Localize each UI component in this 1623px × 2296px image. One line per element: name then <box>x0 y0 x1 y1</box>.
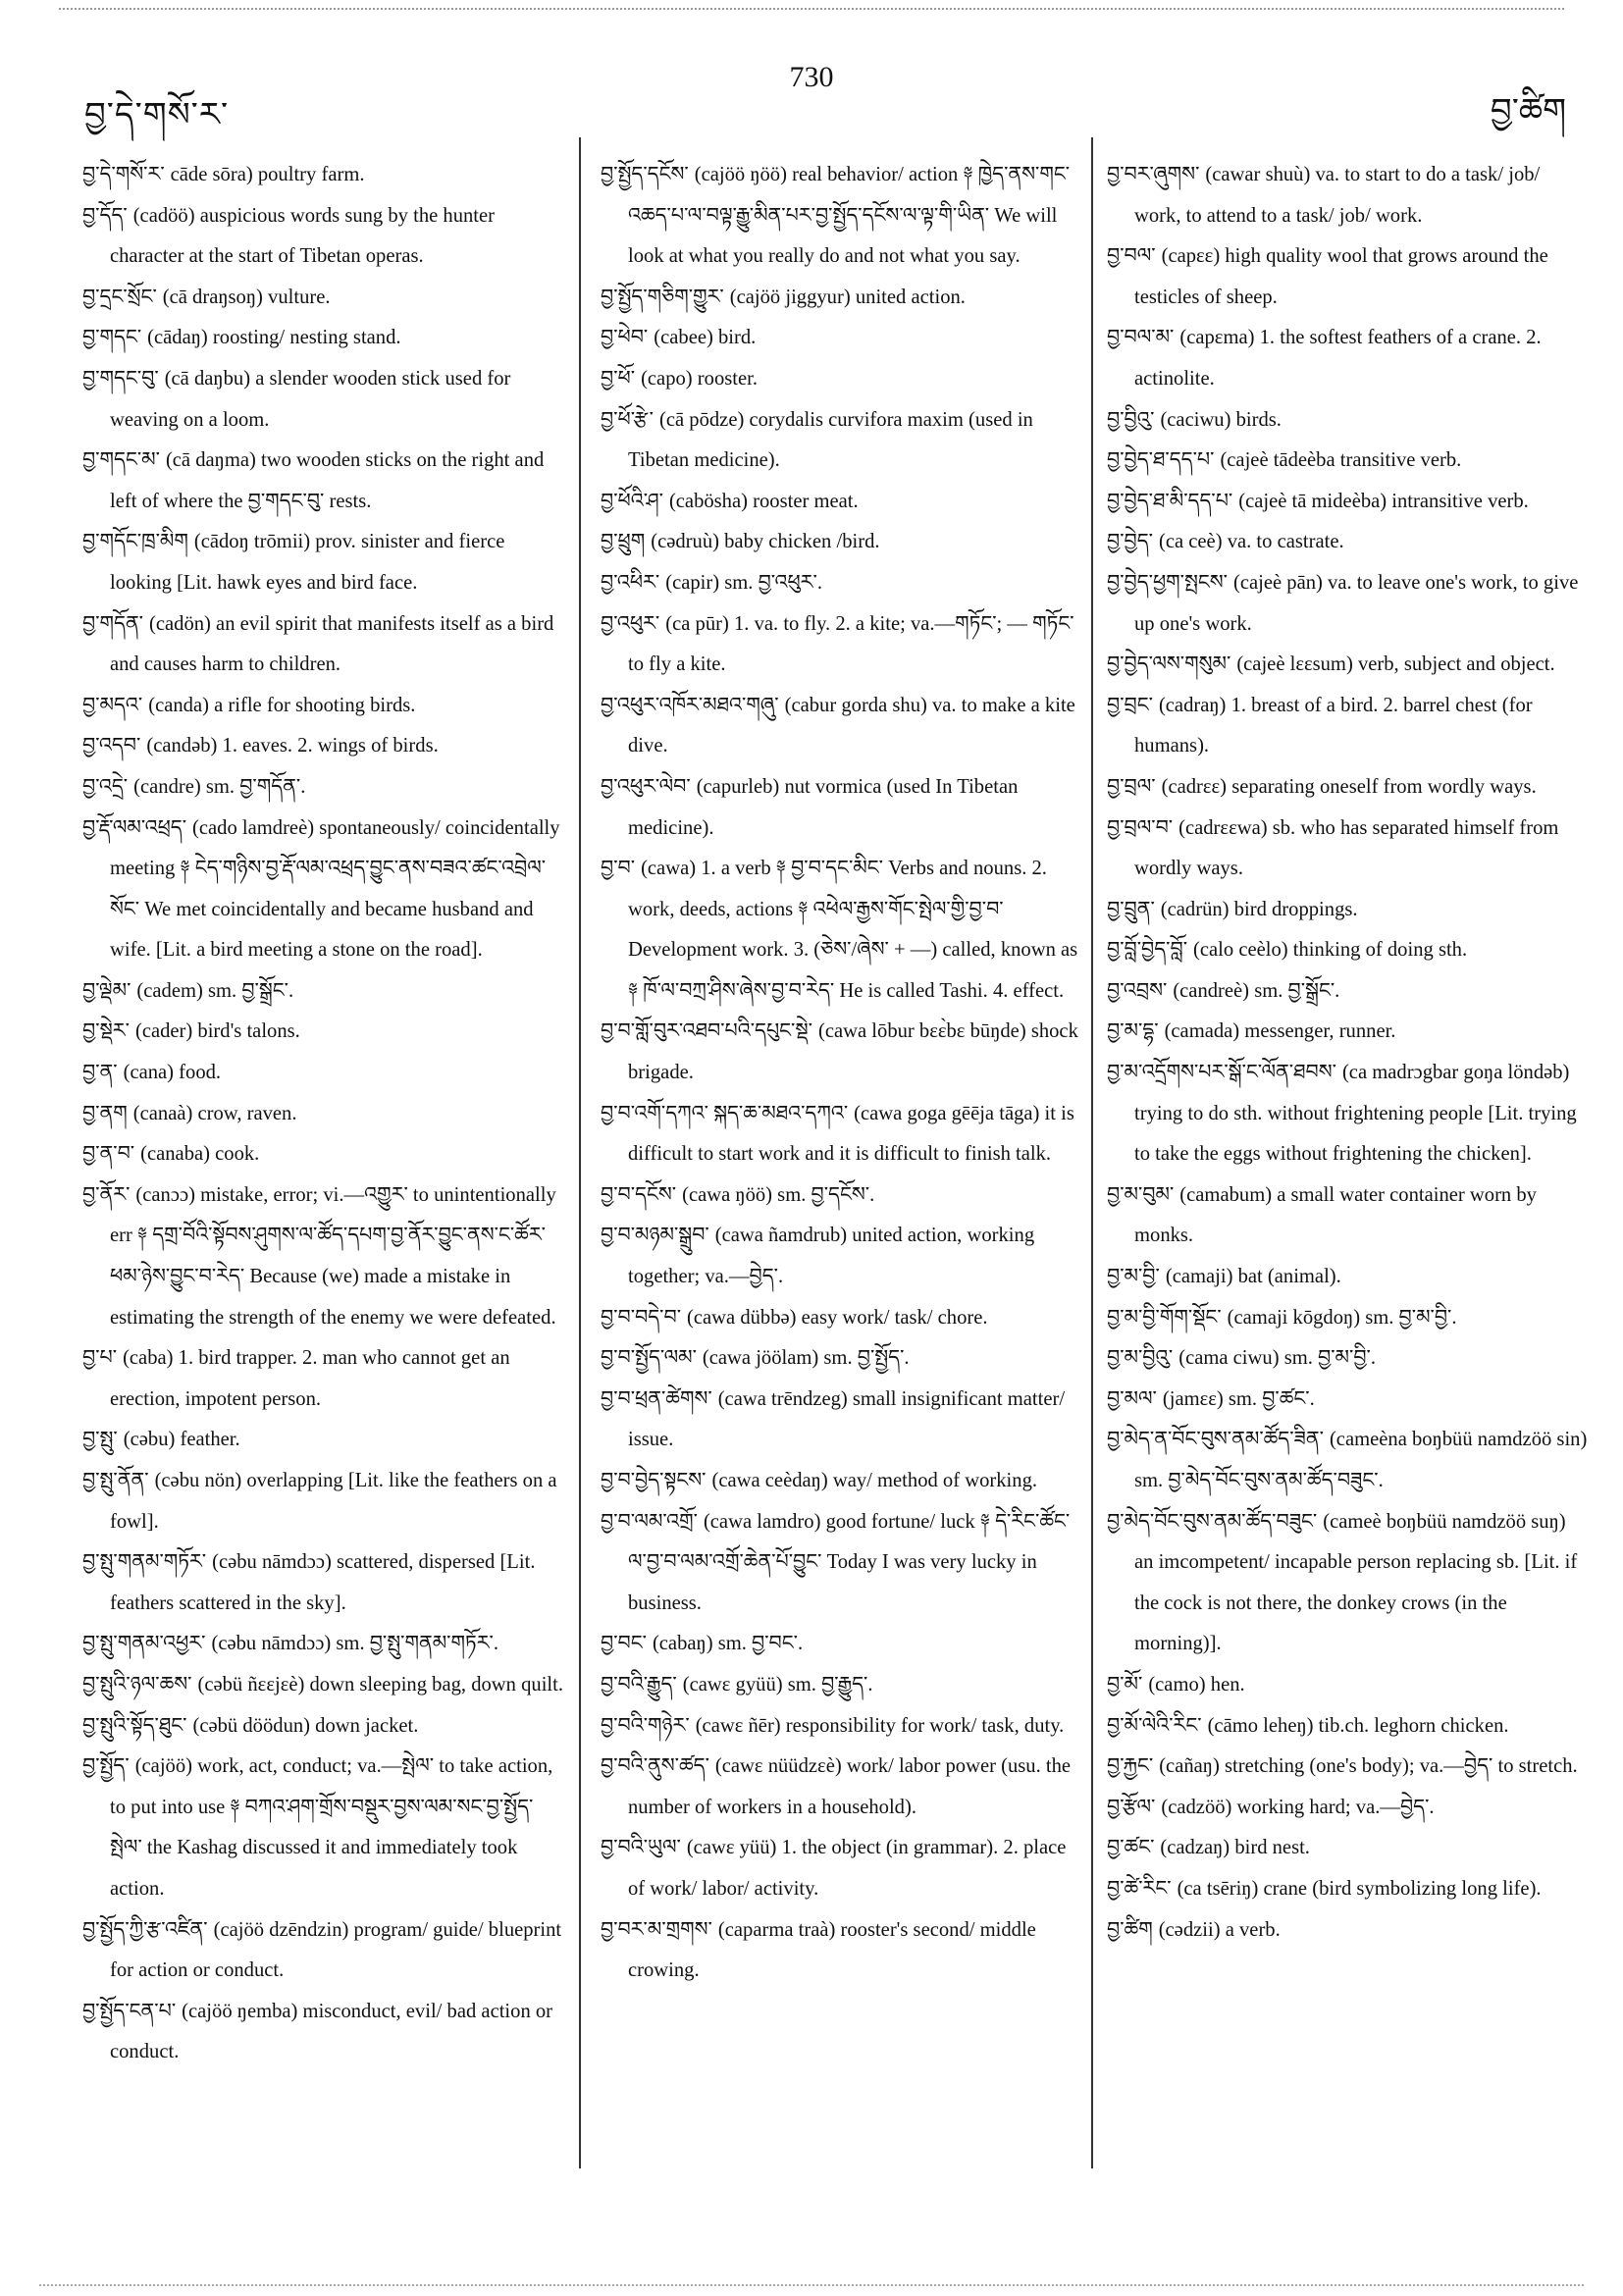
entry-definition: (cādoŋ trōmii) prov. sinister and fierce looking [Lit. hawk eyes and bird face. <box>110 531 505 594</box>
dictionary-entry <box>1107 1053 1588 1175</box>
entry-headword: བྱ་དྲང་སྲོང་ <box>82 286 157 308</box>
entry-headword: བྱ་འཕུར་ <box>601 612 660 635</box>
entry-definition: (jamɛɛ) sm. བྱ་ཚང་. <box>1162 1387 1315 1410</box>
entry-definition: (cajöö ŋöö) real behavior/ action ༈ ཁྱེད་ནས་གང་འཆད་པ་ལ་བལྟ་རྒྱུ་མིན་པར་བྱ་སྤྱོད་དངོས་ལ་ལྟ་གི་ཡིན་ We will look at what you really do and not what you say. <box>628 164 1071 268</box>
entry-headword: བྱ་བ་ལམ་འགྲོ་ <box>601 1510 698 1533</box>
entry-definition: (cədruù) baby chicken /bird. <box>651 531 880 553</box>
entry-definition: (cadrɛɛwa) sb. who has separated himself from wordly ways. <box>1134 816 1559 880</box>
entry-definition: (camaji kōgdoŋ) sm. བྱ་མ་བྱི་. <box>1227 1306 1457 1329</box>
entry-definition: (cawa ceèdaŋ) way/ method of working. <box>711 1470 1038 1491</box>
dictionary-entry <box>82 1053 565 1094</box>
entry-headword: བྱ་བ་ཕྲན་ཚེགས་ <box>601 1387 712 1410</box>
entry-definition: (cəbü döödun) down jacket. <box>192 1714 419 1737</box>
entry-definition: (capir) sm. བྱ་འཕུར་. <box>665 571 822 594</box>
entry-headword: བྱ་བལ་མ་ <box>1107 327 1175 349</box>
entry-headword: བྱ་བྱེད་ཕྱག་སྤངས་ <box>1107 571 1229 594</box>
entry-definition: (cəbu nāmdɔɔ) scattered, dispersed [Lit. feathers scattered in the sky]. <box>110 1551 536 1614</box>
entry-definition: (canaba) cook. <box>140 1143 260 1166</box>
entry-headword: བྱ་བང་ <box>601 1633 647 1655</box>
entry-headword: བྱ་སྡེར་ <box>82 1020 130 1043</box>
dictionary-entry <box>82 1706 565 1748</box>
entry-definition: (cadzaŋ) bird nest. <box>1160 1837 1310 1859</box>
dictionary-entry <box>82 604 565 686</box>
entry-headword: བྱ་བྲང་ <box>1107 694 1153 716</box>
guide-word-right: བྱ་ཚིག <box>1490 93 1566 130</box>
entry-headword: བྱ་དེ་གསོ་ར་ <box>82 164 165 185</box>
entry-headword: བྱ་འབྲས་ <box>1107 979 1168 1002</box>
entry-definition: (cajöö ŋemba) misconduct, evil/ bad action or conduct. <box>110 2000 553 2063</box>
entry-headword: བྱ་རྐྱང་ <box>1107 1755 1154 1778</box>
entry-definition: (cā daŋbu) a slender wooden stick used for weaving on a loom. <box>110 367 511 431</box>
dictionary-entry <box>82 1175 565 1338</box>
entry-headword: བྱ་བའི་གཉེར་ <box>601 1714 690 1737</box>
entry-definition: (cajeè pān) va. to leave one's work, to give up one's work. <box>1134 571 1579 635</box>
entry-definition: (cā draŋsoŋ) vulture. <box>162 286 331 308</box>
entry-headword: བྱ་ཕོའི་ཤ་ <box>601 490 663 512</box>
dictionary-entry <box>601 1502 1083 1625</box>
dictionary-entry <box>601 1706 1083 1748</box>
entry-definition: (calo ceèlo) thinking of doing sth. <box>1193 939 1468 962</box>
entry-definition: (caciwu) birds. <box>1160 408 1282 431</box>
entry-headword: བྱ་བར་ཞུགས་ <box>1107 164 1200 185</box>
dictionary-entry <box>1107 522 1588 563</box>
entry-definition: (cāmo leheŋ) tib.ch. leghorn chicken. <box>1207 1714 1509 1737</box>
dictionary-entry <box>1107 890 1588 931</box>
entry-definition: (cawa goga gēēja tāga) it is difficult to start work and it is difficult to finish talk. <box>628 1102 1074 1166</box>
entry-headword: བྱ་མ་འདྲོགས་པར་སྒོ་ང་ལོན་ཐབས་ <box>1107 1062 1336 1084</box>
scan-edge-bottom <box>39 2284 1584 2286</box>
dictionary-entry <box>601 1624 1083 1665</box>
entry-definition: (cəbü ñɛɛjɛè) down sleeping bag, down quilt. <box>197 1673 564 1696</box>
entry-definition: (cameè boŋbüü namdzöö suŋ) an imcompetent/ incapable person replacing sb. [Lit. if the cock is not there, the donkey crows (in the morning)]. <box>1134 1510 1578 1655</box>
entry-definition: (capɛma) 1. the softest feathers of a crane. 2. actinolite. <box>1134 327 1542 390</box>
entry-headword: བྱ་གདང་མ་ <box>82 449 160 472</box>
entry-headword: བྱ་སྤྱོད་ <box>82 1755 130 1778</box>
dictionary-column-1 <box>82 155 565 2176</box>
entry-definition: (cadrün) bird droppings. <box>1160 898 1358 920</box>
entry-headword: བྱ་བ་དངོས་ <box>601 1183 677 1206</box>
entry-definition: (cəbu nön) overlapping [Lit. like the feathers on a fowl]. <box>110 1470 557 1533</box>
entry-headword: བྱ་མ་བྱིའུ་ <box>1107 1347 1174 1370</box>
dictionary-entry <box>1107 1910 1588 1952</box>
entry-headword: བྱ་བློ་བྱེད་བློ་ <box>1107 939 1188 962</box>
page-number: 730 <box>789 61 834 93</box>
dictionary-entry <box>1107 767 1588 809</box>
dictionary-entry <box>1107 155 1588 236</box>
entry-definition: (cana) food. <box>123 1062 222 1084</box>
entry-definition: (capurleb) nut vormica (used In Tibetan medicine). <box>628 775 1019 839</box>
entry-definition: (cadraŋ) 1. breast of a bird. 2. barrel chest (for humans). <box>1134 694 1533 757</box>
dictionary-entry <box>1107 563 1588 645</box>
dictionary-entry <box>601 563 1083 604</box>
entry-headword: བྱ་སྤུ་གནམ་གཏོར་ <box>82 1551 207 1574</box>
entry-definition: cāde sōra) poultry farm. <box>170 164 365 185</box>
entry-definition: (ca tsēriŋ) crane (bird symbolizing long life). <box>1177 1877 1542 1900</box>
entry-definition: (ca ceè) va. to castrate. <box>1158 531 1344 553</box>
entry-definition: (cawɛ yüü) 1. the object (in grammar). 2. place of work/ labor/ activity. <box>628 1837 1067 1900</box>
entry-headword: བྱ་མ་དྷ་ <box>1107 1020 1159 1043</box>
entry-headword: བྱ་མེད་བོང་བུས་ནམ་ཚོད་བཟུང་ <box>1107 1510 1318 1533</box>
scan-edge-top <box>59 8 1564 10</box>
entry-headword: བྱ་བའི་ནུས་ཚད་ <box>601 1755 709 1778</box>
entry-headword: བྱ་བྲལ་ <box>1107 775 1156 798</box>
dictionary-entry <box>601 604 1083 686</box>
entry-headword: བྱ་བྱིའུ་ <box>1107 408 1155 431</box>
entry-headword: བྱ་ནག <box>82 1102 128 1124</box>
dictionary-entry <box>601 155 1083 278</box>
entry-headword: བྱ་འཕིར་ <box>601 571 660 594</box>
entry-headword: བྱ་འདྲེ་ <box>82 775 129 798</box>
entry-definition: (cabur gorda shu) va. to make a kite dive. <box>628 694 1075 757</box>
entry-definition: (cader) bird's talons. <box>134 1020 300 1043</box>
dictionary-body <box>0 155 1623 2176</box>
dictionary-entry <box>601 318 1083 359</box>
entry-headword: བྱ་རྩོལ་ <box>1107 1796 1156 1818</box>
entry-definition: (camo) hen. <box>1148 1673 1245 1696</box>
entry-headword: བྱ་བ་བྱེད་སྟངས་ <box>601 1470 707 1491</box>
entry-definition: (camaji) bat (animal). <box>1165 1266 1341 1288</box>
dictionary-entry <box>1107 236 1588 318</box>
dictionary-column-2 <box>601 155 1083 2176</box>
entry-headword: བྱ་ཚང་ <box>1107 1837 1155 1859</box>
entry-definition: (cajeè lɛɛsum) verb, subject and object. <box>1236 653 1555 676</box>
entry-definition: (capo) rooster. <box>641 367 758 390</box>
entry-definition: (candəb) 1. eaves. 2. wings of birds. <box>146 735 439 757</box>
entry-definition: (caparma traà) rooster's second/ middle crowing. <box>628 1918 1036 1982</box>
dictionary-entry <box>601 522 1083 563</box>
entry-definition: (cā pōdze) corydalis curvifora maxim (used in Tibetan medicine). <box>628 408 1033 472</box>
entry-headword: བྱ་འཕུར་ལེབ་ <box>601 775 691 798</box>
dictionary-entry <box>82 1910 565 1992</box>
dictionary-entry <box>601 1216 1083 1297</box>
entry-headword: བྱ་དོད་ <box>82 204 128 227</box>
dictionary-entry <box>1107 971 1588 1013</box>
guide-word-left: བྱ་དེ་གསོ་ར་ <box>84 97 230 133</box>
dictionary-entry <box>601 400 1083 482</box>
entry-definition: (cama ciwu) sm. བྱ་མ་བྱི་. <box>1178 1347 1377 1370</box>
entry-definition: (cajöö jiggyur) united action. <box>729 286 966 308</box>
dictionary-column-3 <box>1107 155 1588 2176</box>
entry-headword: བྱ་བ་བདེ་བ་ <box>601 1306 682 1329</box>
entry-headword: བྱ་མེད་ན་བོང་བུས་ནམ་ཚོད་ཟིན་ <box>1107 1429 1324 1451</box>
dictionary-entry <box>601 359 1083 400</box>
entry-headword: བྱ་མ་བྱི་གོག་སྡོང་ <box>1107 1306 1222 1329</box>
entry-definition: (canɔɔ) mistake, error; vi.—འགྱུར་ to unintentionally err ༈ དགྲ་བོའི་སྟོབས་ཤུགས་ལ་ཚོད་དཔག་བྱ་ནོར་བྱུང་ནས་ང་ཚོར་ཕམ་ཉེས་བྱུང་བ་རེད་ Because (we) made a mistake in estimating the strength of the enemy we were defeated. <box>110 1183 556 1329</box>
entry-headword: བྱ་སྤུའི་ཉལ་ཆས་ <box>82 1673 192 1696</box>
entry-headword: བྱ་ན་ <box>82 1062 118 1084</box>
entry-headword: བྱ་བ་མཉམ་སྒྲུབ་ <box>601 1225 709 1247</box>
entry-definition: (cadön) an evil spirit that manifests itself as a bird and causes harm to children. <box>110 612 554 676</box>
entry-headword: བྱ་འཕུར་འཁོར་མཐའ་གཞུ་ <box>601 694 779 716</box>
entry-headword: བྱ་སྤུ་ <box>82 1429 118 1451</box>
dictionary-entry <box>1107 809 1588 890</box>
entry-headword: བྱ་གདང་ <box>82 327 142 349</box>
entry-headword: བྱ་མ་བྱི་ <box>1107 1266 1160 1288</box>
entry-headword: བྱ་བྱེད་ཐ་མི་དད་པ་ <box>1107 490 1233 512</box>
entry-headword: བྱ་མདའ་ <box>82 694 143 716</box>
entry-definition: (cabee) bird. <box>654 327 757 349</box>
entry-headword: བྱ་གདང་བུ་ <box>82 367 159 390</box>
dictionary-entry <box>1107 400 1588 442</box>
entry-headword: བྱ་བྱེད་ལས་གསུམ་ <box>1107 653 1231 676</box>
entry-headword: བྱ་བ་སྤྱོད་ལམ་ <box>601 1347 697 1370</box>
dictionary-entry <box>601 482 1083 523</box>
dictionary-entry <box>1107 441 1588 482</box>
entry-definition: (cawa dübbə) easy work/ task/ chore. <box>687 1306 988 1329</box>
entry-definition: (cawa) 1. a verb ༈ བྱ་བ་དང་མིང་ Verbs and nouns. 2. work, deeds, actions ༈ འཕེལ་རྒྱས་གོང་སྤེལ་གྱི་བྱ་བ་ Development work. 3. (ཅེས་/ཞེས་ + —) called, known as ༈ ཁོ་ལ་བཀྲ་ཤིས་ཞེས་བྱ་བ་རེད་ He is called Tashi. 4. effect. <box>628 858 1078 1002</box>
entry-headword: བྱ་པ་ <box>82 1347 118 1370</box>
dictionary-entry <box>82 522 565 603</box>
dictionary-entry <box>1107 1012 1588 1053</box>
entry-headword: བྱ་ལྡེམ་ <box>82 979 131 1002</box>
entry-definition: (canaà) crow, raven. <box>132 1102 297 1124</box>
entry-headword: བྱ་བར་མ་གྲགས་ <box>601 1918 712 1941</box>
dictionary-entry <box>1107 1298 1588 1339</box>
dictionary-entry <box>82 1094 565 1135</box>
dictionary-entry <box>82 1338 565 1420</box>
entry-headword: བྱ་སྤུའི་སྟོད་ཐུང་ <box>82 1714 187 1737</box>
dictionary-entry <box>601 278 1083 319</box>
entry-headword: བྱ་སྤུ་ནོན་ <box>82 1470 149 1491</box>
entry-headword: བྱ་མ་བུམ་ <box>1107 1183 1175 1206</box>
entry-definition: (cawa ñamdrub) united action, working together; va.—བྱེད་. <box>628 1225 1035 1288</box>
entry-definition: (candreè) sm. བྱ་སྒྲོང་. <box>1173 979 1340 1002</box>
dictionary-entry <box>1107 1788 1588 1829</box>
dictionary-entry <box>82 1992 565 2073</box>
dictionary-entry <box>601 1910 1083 1992</box>
dictionary-entry <box>82 1134 565 1175</box>
entry-definition: (cawa ŋöö) sm. བྱ་དངོས་. <box>682 1183 875 1206</box>
entry-definition: (cawɛ ñēr) responsibility for work/ task, duty. <box>695 1714 1065 1737</box>
entry-definition: (cañaŋ) stretching (one's body); va.—བྱེད་ to stretch. <box>1159 1755 1578 1778</box>
entry-definition: (cawɛ nüüdzɛè) work/ labor power (usu. the number of workers in a household). <box>628 1755 1072 1818</box>
dictionary-entry <box>601 686 1083 767</box>
entry-headword: བྱ་བྱེད་ཐ་དད་པ་ <box>1107 449 1215 472</box>
entry-definition: (cawa lamdro) good fortune/ luck ༈ དེ་རིང་ཚོང་ལ་བྱ་བ་ལམ་འགྲོ་ཆེན་པོ་བྱུང་ Today I was very lucky in business. <box>628 1510 1071 1614</box>
entry-headword: བྱ་བྲུན་ <box>1107 898 1155 920</box>
dictionary-entry <box>82 1665 565 1706</box>
entry-definition: (cədzii) a verb. <box>1158 1918 1281 1941</box>
entry-definition: (cadrɛɛ) separating oneself from wordly ways. <box>1161 775 1537 798</box>
dictionary-entry <box>1107 1869 1588 1910</box>
entry-headword: བྱ་ནོར་ <box>82 1183 131 1206</box>
entry-headword: བྱ་སྤྱོད་ཀྱི་རྩ་འཛིན་ <box>82 1918 208 1941</box>
dictionary-entry <box>1107 1828 1588 1869</box>
dictionary-entry <box>82 359 565 441</box>
entry-definition: (cadem) sm. བྱ་སྒྲོང་. <box>136 979 294 1002</box>
entry-headword: བྱ་བ་གློ་བུར་འཐབ་པའི་དཔུང་སྡེ་ <box>601 1020 812 1043</box>
entry-definition: (cādaŋ) roosting/ nesting stand. <box>147 327 401 349</box>
entry-definition: (ca madrɔgbar goŋa löndəb) trying to do sth. without frightening people [Lit. trying to take the eggs without frightening the chicken]. <box>1134 1062 1577 1166</box>
entry-headword: བྱ་བལ་ <box>1107 245 1156 268</box>
dictionary-entry <box>82 767 565 809</box>
entry-definition: (cameèna boŋbüü namdzöö sin) sm. བྱ་མེད་བོང་བུས་ནམ་ཚོད་བཟུང་. <box>1134 1429 1588 1491</box>
entry-definition: (camada) messenger, runner. <box>1164 1020 1396 1043</box>
entry-headword: བྱ་གདོང་ཁྲ་མིག <box>82 531 188 553</box>
dictionary-entry <box>1107 1257 1588 1298</box>
entry-definition: (canda) a rifle for shooting birds. <box>148 694 416 716</box>
entry-headword: བྱ་བ་འགོ་དཀའ་ སྐད་ཆ་མཐའ་དཀའ་ <box>601 1102 849 1124</box>
entry-definition: (cadzöö) working hard; va.—བྱེད་. <box>1161 1796 1435 1818</box>
dictionary-entry <box>82 1012 565 1053</box>
dictionary-entry <box>1107 1380 1588 1421</box>
dictionary-entry <box>82 971 565 1013</box>
entry-definition: (cadöö) auspicious words sung by the hunter character at the start of Tibetan operas. <box>110 204 496 268</box>
entry-headword: བྱ་བའི་ཡུལ་ <box>601 1837 681 1859</box>
dictionary-entry <box>601 1094 1083 1175</box>
entry-definition: (cəbu nāmdɔɔ) sm. བྱ་སྤུ་གནམ་གཏོར་. <box>211 1633 498 1655</box>
entry-definition: (cawa jöölam) sm. བྱ་སྤྱོད་. <box>702 1347 910 1370</box>
entry-headword: བྱ་ཕེབ་ <box>601 327 649 349</box>
dictionary-entry <box>82 1420 565 1461</box>
entry-definition: (candre) sm. བྱ་གདོན་. <box>133 775 306 798</box>
dictionary-entry <box>1107 1502 1588 1665</box>
dictionary-entry <box>82 1542 565 1624</box>
dictionary-entry <box>601 1461 1083 1502</box>
entry-headword: བྱ་མོ་ <box>1107 1673 1143 1696</box>
dictionary-entry <box>82 155 565 196</box>
dictionary-entry <box>82 1747 565 1909</box>
entry-headword: བྱ་ཕྲུག <box>601 531 646 553</box>
page-header <box>0 61 1623 133</box>
entry-headword: བྱ་སྤུ་གནམ་འཕྱར་ <box>82 1633 206 1655</box>
dictionary-entry <box>82 441 565 522</box>
entry-headword: བྱ་བའི་རྒྱུད་ <box>601 1673 677 1696</box>
entry-headword: བྱ་རྡོ་ལམ་འཕྲད་ <box>82 816 187 839</box>
dictionary-entry <box>601 1012 1083 1093</box>
entry-headword: བྱ་ན་བ་ <box>82 1143 135 1166</box>
entry-headword: བྱ་ཕོ་ <box>601 367 636 390</box>
dictionary-entry <box>82 318 565 359</box>
dictionary-entry <box>601 1747 1083 1828</box>
entry-definition: (cawa trēndzeg) small insignificant matter/ issue. <box>628 1387 1066 1451</box>
dictionary-entry <box>601 1380 1083 1461</box>
entry-headword: བྱ་སྤྱོད་དངོས་ <box>601 164 689 185</box>
dictionary-entry <box>1107 645 1588 686</box>
entry-definition: (cawɛ gyüü) sm. བྱ་རྒྱུད་. <box>682 1673 873 1696</box>
entry-definition: (cado lamdreè) spontaneously/ coincidentally meeting ༈ ངེད་གཉིས་བྱ་རྡོ་ལམ་འཕྲད་བྱུང་ནས་བཟའ་ཚང་འབྲེལ་སོང་ We met coincidentally and became husband and wife. [Lit. a bird meeting a stone on the road]. <box>110 816 560 962</box>
entry-definition: (cajöö) work, act, conduct; va.—སྤེལ་ to take action, to put into use ༈ བཀའ་ཤག་གྲོས་བསྡུར་བྱས་ལམ་སང་བྱ་སྤྱོད་སྤེལ་ the Kashag discussed it and immediately took action. <box>110 1755 553 1900</box>
dictionary-entry <box>601 1175 1083 1217</box>
dictionary-entry <box>1107 318 1588 399</box>
entry-definition: (capɛɛ) high quality wool that grows around the testicles of sheep. <box>1134 245 1548 308</box>
dictionary-entry <box>1107 1420 1588 1501</box>
dictionary-entry <box>1107 1706 1588 1748</box>
dictionary-entry <box>82 278 565 319</box>
entry-headword: བྱ་འདབ་ <box>82 735 141 757</box>
dictionary-entry <box>601 1338 1083 1380</box>
dictionary-entry <box>82 1624 565 1665</box>
entry-definition: (cajöö dzēndzin) program/ guide/ blueprint for action or conduct. <box>110 1918 562 1982</box>
entry-headword: བྱ་ཚེ་རིང་ <box>1107 1877 1172 1900</box>
entry-headword: བྱ་གདོན་ <box>82 612 144 635</box>
dictionary-entry <box>1107 930 1588 971</box>
entry-definition: (cajeè tādeèba transitive verb. <box>1220 449 1462 472</box>
entry-definition: (cəbu) feather. <box>123 1429 240 1451</box>
entry-definition: (cawa lōbur bɛɛ̀bɛ būŋde) shock brigade. <box>628 1020 1078 1084</box>
dictionary-entry <box>1107 1175 1588 1257</box>
entry-headword: བྱ་སྤྱོད་ངན་པ་ <box>82 2000 177 2022</box>
entry-definition: (caba) 1. bird trapper. 2. man who cannot get an erection, impotent person. <box>110 1347 510 1410</box>
entry-headword: བྱ་ཚིག <box>1107 1918 1153 1941</box>
dictionary-entry <box>1107 1338 1588 1380</box>
entry-definition: (cabaŋ) sm. བྱ་བང་. <box>652 1633 804 1655</box>
entry-headword: བྱ་བྲལ་བ་ <box>1107 816 1174 839</box>
dictionary-entry <box>601 1828 1083 1909</box>
dictionary-entry <box>1107 1747 1588 1788</box>
entry-definition: (ca pūr) 1. va. to fly. 2. a kite; va.—གཏོང་; — གཏོང་ to fly a kite. <box>628 612 1074 676</box>
dictionary-entry <box>601 849 1083 1012</box>
entry-headword: བྱ་སྤྱོད་གཅིག་གྱུར་ <box>601 286 724 308</box>
dictionary-entry <box>82 809 565 971</box>
dictionary-entry <box>82 726 565 767</box>
dictionary-entry <box>601 767 1083 849</box>
dictionary-entry <box>1107 686 1588 767</box>
dictionary-entry <box>601 1665 1083 1706</box>
dictionary-entry <box>1107 1665 1588 1706</box>
dictionary-entry <box>82 1461 565 1542</box>
entry-definition: (cajeè tā mideèba) intransitive verb. <box>1238 490 1529 512</box>
dictionary-entry <box>82 196 565 278</box>
dictionary-entry <box>82 686 565 727</box>
entry-definition: (camabum) a small water container worn by monks. <box>1134 1183 1537 1247</box>
entry-headword: བྱ་མོ་ལེའི་རིང་ <box>1107 1714 1202 1737</box>
entry-headword: བྱ་མལ་ <box>1107 1387 1157 1410</box>
dictionary-entry <box>1107 482 1588 523</box>
entry-definition: (cawar shuù) va. to start to do a task/ job/ work, to attend to a task/ job/ work. <box>1134 164 1541 227</box>
entry-headword: བྱ་བྱེད་ <box>1107 531 1153 553</box>
entry-definition: (cabösha) rooster meat. <box>668 490 859 512</box>
entry-headword: བྱ་ཕོ་རྩེ་ <box>601 408 654 431</box>
dictionary-entry <box>601 1298 1083 1339</box>
entry-headword: བྱ་བ་ <box>601 858 636 880</box>
entry-definition: (cā daŋma) two wooden sticks on the right and left of where the བྱ་གདང་བུ་ rests. <box>110 449 545 512</box>
